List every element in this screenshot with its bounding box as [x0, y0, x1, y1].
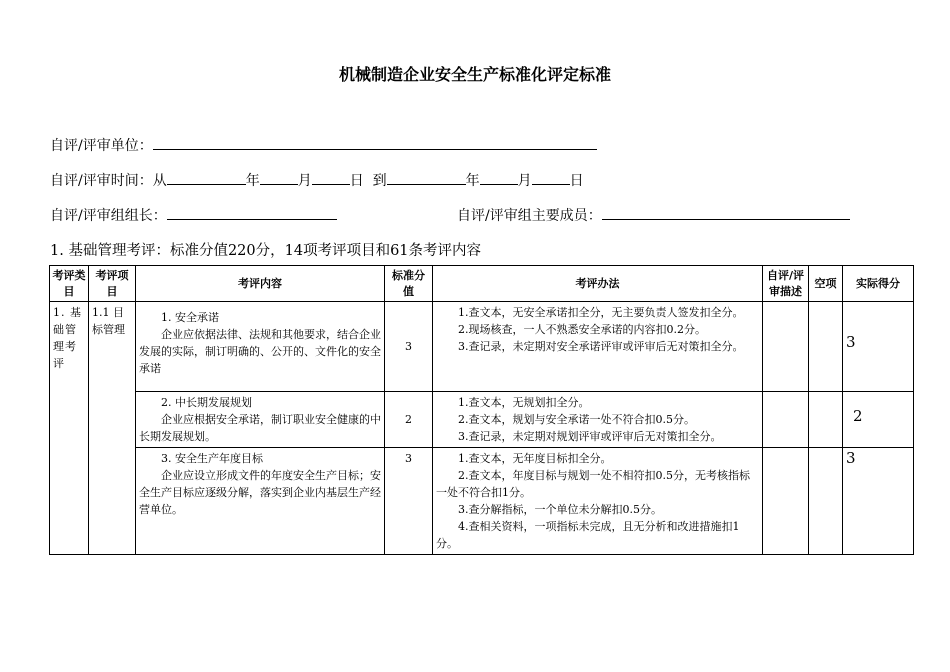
method-line: 4.查相关资料，一项指标未完成，且无分析和改进措施扣1分。 — [436, 520, 740, 550]
header-blank: 空项 — [809, 266, 843, 302]
month-label: 月 — [517, 173, 532, 189]
method-line: 3.查分解指标，一个单位未分解扣0.5分。 — [458, 503, 662, 516]
actual-score-cell[interactable]: 3 — [843, 448, 914, 555]
header-actual: 实际得分 — [843, 266, 914, 302]
year-label: 年 — [465, 173, 480, 189]
members-label: 自评/评审组主要成员： — [457, 208, 602, 224]
leader-field[interactable] — [167, 204, 337, 220]
leader-label: 自评/评审组组长： — [50, 208, 167, 224]
header-content: 考评内容 — [136, 266, 385, 302]
header-item: 考评项目 — [89, 266, 136, 302]
content-cell — [136, 392, 385, 448]
score-cell: 3 — [385, 448, 433, 555]
unit-field[interactable] — [153, 134, 597, 150]
actual-score-cell[interactable]: 3 — [843, 302, 914, 392]
method-cell — [433, 302, 763, 392]
from-year-field[interactable] — [167, 169, 246, 185]
method-line: 3.查记录，未定期对安全承诺评审或评审后无对策扣全分。 — [458, 340, 744, 353]
score-cell: 2 — [385, 392, 433, 448]
to-year-field[interactable] — [387, 169, 466, 185]
from-day-field[interactable] — [312, 169, 350, 185]
method-cell — [433, 392, 763, 448]
to-month-field[interactable] — [480, 169, 518, 185]
desc-cell[interactable] — [763, 448, 809, 555]
item-cell: 1.1 目标管理 — [89, 302, 136, 555]
blank-cell[interactable] — [809, 302, 843, 392]
actual-score-cell[interactable]: 2 — [843, 392, 914, 448]
category-cell: 1. 基础管理考评 — [50, 302, 89, 555]
method-line: 3.查记录，未定期对规划评审或评审后无对策扣全分。 — [458, 430, 722, 443]
method-line: 1.查文本，无规划扣全分。 — [458, 396, 590, 409]
header-row — [50, 266, 914, 302]
desc-cell[interactable] — [763, 302, 809, 392]
unit-label: 自评/评审单位： — [50, 138, 153, 154]
content-cell — [136, 302, 385, 392]
leader-line — [50, 204, 337, 225]
header-method: 考评办法 — [433, 266, 763, 302]
desc-cell[interactable] — [763, 392, 809, 448]
method-line: 2.查文本，年度目标与规划一处不相符扣0.5分，无考核指标一处不符合扣1分。 — [436, 469, 750, 499]
content-title: 2. 中长期发展规划 — [161, 396, 252, 409]
table-row — [50, 448, 914, 555]
table-row — [50, 392, 914, 448]
content-body: 企业应根据安全承诺，制订职业安全健康的中长期发展规划。 — [139, 413, 381, 443]
header-desc: 自评/评审描述 — [763, 266, 809, 302]
members-line — [457, 204, 850, 225]
to-day-field[interactable] — [532, 169, 570, 185]
table-row — [50, 302, 914, 392]
method-line: 2.查文本，规划与安全承诺一处不符合扣0.5分。 — [458, 413, 695, 426]
day-label: 日 — [569, 173, 584, 189]
evaluation-table — [49, 265, 914, 555]
from-month-field[interactable] — [260, 169, 298, 185]
content-title: 1. 安全承诺 — [161, 311, 219, 324]
to-label: 到 — [372, 173, 387, 189]
content-body: 企业应设立形成文件的年度安全生产目标；安全生产目标应逐级分解，落实到企业内基层生产经营单位。 — [139, 469, 381, 516]
header-score: 标准分值 — [385, 266, 433, 302]
year-label: 年 — [245, 173, 260, 189]
content-title: 3. 安全生产年度目标 — [161, 452, 263, 465]
day-label: 日 — [349, 173, 364, 189]
content-body: 企业应依据法律、法规和其他要求，结合企业发展的实际，制订明确的、公开的、文件化的安全承诺 — [139, 328, 381, 375]
method-line: 2.现场核查，一人不熟悉安全承诺的内容扣0.2分。 — [458, 323, 706, 336]
method-cell — [433, 448, 763, 555]
header-category: 考评类目 — [50, 266, 89, 302]
blank-cell[interactable] — [809, 392, 843, 448]
content-cell — [136, 448, 385, 555]
method-line: 1.查文本，无年度目标扣全分。 — [458, 452, 612, 465]
members-field[interactable] — [602, 204, 850, 220]
method-line: 1.查文本，无安全承诺扣全分，无主要负责人签发扣全分。 — [458, 306, 744, 319]
month-label: 月 — [297, 173, 312, 189]
unit-line — [50, 134, 597, 155]
section-heading: 1. 基础管理考评：标准分值220分，14项考评项目和61条考评内容 — [50, 243, 482, 259]
time-line — [50, 169, 584, 190]
time-label: 自评/评审时间：从 — [50, 173, 167, 189]
document-title: 机械制造企业安全生产标准化评定标准 — [338, 65, 611, 84]
blank-cell[interactable] — [809, 448, 843, 555]
score-cell: 3 — [385, 302, 433, 392]
